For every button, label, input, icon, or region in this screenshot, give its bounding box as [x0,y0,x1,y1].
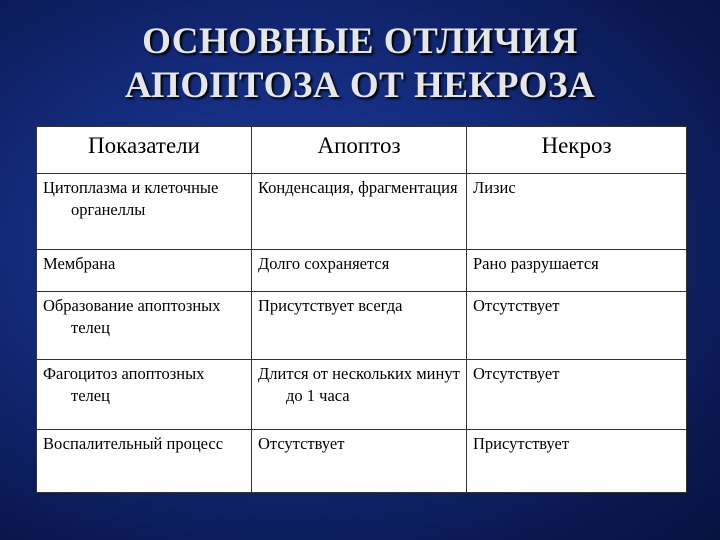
comparison-table [36,126,687,493]
slide-title-line-2: АПОПТОЗА ОТ НЕКРОЗА [124,65,596,106]
table-row [37,292,687,360]
row-apoptosis-value: Присутствует всегда [258,296,403,315]
row-indicator: Фагоцитоз апоптозных телец [43,364,205,405]
table-row [37,430,687,493]
row-necrosis-value: Отсутствует [473,296,560,315]
row-indicator: Цитоплазма и клеточные органеллы [43,178,219,219]
row-necrosis-value: Рано разрушается [473,254,599,273]
header-apoptosis: Апоптоз [252,127,467,174]
row-apoptosis-value: Конденсация, фрагментация [258,178,458,197]
row-necrosis-value: Лизис [473,178,516,197]
header-necrosis: Некроз [467,127,687,174]
row-indicator: Мембрана [43,254,116,273]
slide-title-line-1: ОСНОВНЫЕ ОТЛИЧИЯ [142,21,578,62]
row-indicator: Образование апоптозных телец [43,296,221,337]
slide-title [0,20,720,108]
table-row [37,360,687,430]
row-apoptosis-value: Длится от нескольких минут до 1 часа [258,364,460,405]
table-row [37,174,687,250]
row-apoptosis-value: Отсутствует [258,434,345,453]
table-header-row [37,127,687,174]
row-necrosis-value: Присутствует [473,434,570,453]
row-necrosis-value: Отсутствует [473,364,560,383]
table-row [37,250,687,292]
row-indicator: Воспалительный процесс [43,434,224,453]
header-indicators: Показатели [37,127,252,174]
row-apoptosis-value: Долго сохраняется [258,254,390,273]
